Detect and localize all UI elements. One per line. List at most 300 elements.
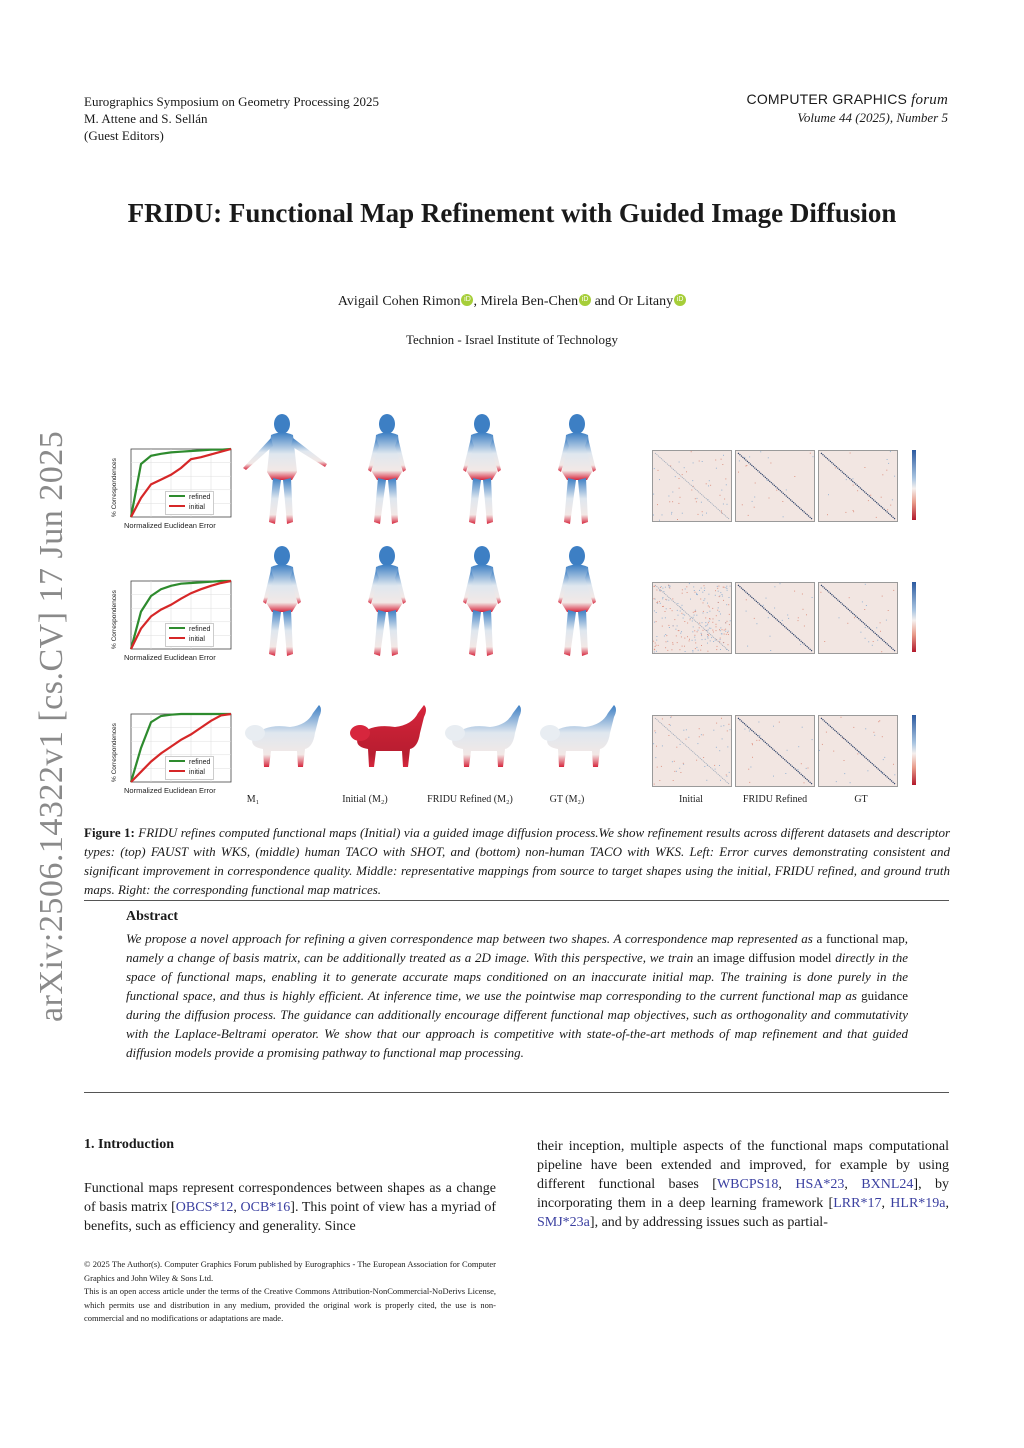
matrix-noise — [893, 590, 894, 591]
matrix-noise — [677, 603, 678, 604]
matrix-noise — [773, 776, 774, 777]
human-shape-render — [235, 410, 330, 530]
matrix-noise — [839, 617, 840, 618]
matrix-noise — [672, 492, 673, 493]
intro-text: their inception, multiple aspects of the functional maps computational pipeline have been extended and improved, for example by using different functional bases [ — [537, 1139, 949, 1192]
plot-xlabel: Normalized Euclidean Error — [124, 653, 216, 662]
teaser-figure — [105, 405, 935, 815]
matrix-noise — [738, 472, 739, 473]
matrix-noise — [709, 611, 710, 612]
matrix-label: FRIDU Refined — [742, 794, 808, 805]
legend-label: initial — [189, 504, 205, 511]
matrix-noise — [865, 638, 866, 639]
human-shape-render — [340, 410, 435, 530]
matrix-noise — [802, 727, 803, 728]
matrix-noise — [722, 464, 723, 465]
matrix-noise — [703, 611, 704, 612]
matrix-noise — [749, 456, 750, 457]
matrix-noise — [662, 606, 663, 607]
animal-shape-render — [530, 675, 625, 795]
matrix-noise — [666, 635, 667, 636]
matrix-noise — [722, 738, 723, 739]
matrix-noise — [836, 781, 837, 782]
matrix-noise — [686, 586, 687, 587]
matrix-noise — [768, 457, 769, 458]
matrix-noise — [779, 722, 780, 723]
matrix-noise — [704, 590, 705, 591]
matrix-noise — [812, 739, 813, 740]
matrix-noise — [794, 476, 795, 477]
matrix-noise — [754, 497, 755, 498]
citation-link[interactable]: OCB*16 — [240, 1200, 291, 1215]
matrix-noise — [878, 721, 879, 722]
matrix-noise — [798, 746, 799, 747]
author-3: Or Litany — [618, 294, 674, 309]
matrix-noise — [702, 515, 703, 516]
matrix-noise — [729, 772, 730, 773]
shape-head — [569, 414, 585, 434]
matrix-noise — [774, 608, 775, 609]
matrix-noise — [702, 639, 703, 640]
matrix-noise — [722, 633, 723, 634]
citation-link[interactable]: HLR*19a — [890, 1196, 946, 1211]
matrix-noise — [678, 615, 679, 616]
functional-map-matrix — [735, 450, 815, 522]
citation-link[interactable]: WBCPS18 — [716, 1177, 779, 1192]
matrix-noise — [730, 620, 731, 621]
legend-swatch — [169, 627, 185, 629]
matrix-noise — [657, 602, 658, 603]
matrix-noise — [730, 729, 731, 730]
matrix-noise — [676, 635, 677, 636]
matrix-noise — [704, 585, 705, 586]
matrix-noise — [892, 499, 893, 500]
matrix-noise — [708, 605, 709, 606]
matrix-noise — [720, 630, 721, 631]
matrix-noise — [754, 618, 755, 619]
matrix-noise — [894, 476, 895, 477]
matrix-noise — [693, 586, 694, 587]
matrix-noise — [755, 483, 756, 484]
matrix-noise — [774, 586, 775, 587]
matrix-noise — [699, 736, 700, 737]
matrix-noise — [699, 461, 700, 462]
matrix-noise — [672, 761, 673, 762]
matrix-noise — [705, 617, 706, 618]
matrix-noise — [873, 732, 874, 733]
matrix-noise — [744, 457, 745, 458]
matrix-noise — [715, 460, 716, 461]
matrix-noise — [682, 589, 683, 590]
shape-head — [445, 725, 465, 741]
matrix-noise — [702, 511, 703, 512]
matrix-noise — [773, 726, 774, 727]
matrix-noise — [716, 624, 717, 625]
intro-text: , — [881, 1196, 891, 1211]
matrix-noise — [739, 460, 740, 461]
matrix-noise — [659, 479, 660, 480]
matrix-noise — [665, 599, 666, 600]
citation-link[interactable]: HSA*23 — [795, 1177, 845, 1192]
matrix-noise — [760, 451, 761, 452]
matrix-noise — [890, 505, 891, 506]
matrix-noise — [697, 743, 698, 744]
matrix-noise — [673, 625, 674, 626]
section-heading-introduction: 1. Introduction — [84, 1137, 174, 1152]
matrix-noise — [724, 630, 725, 631]
animal-shape-render — [435, 675, 530, 795]
matrix-diagonal — [655, 453, 729, 519]
matrix-noise — [709, 480, 710, 481]
matrix-noise — [806, 768, 807, 769]
matrix-noise — [683, 614, 684, 615]
matrix-noise — [702, 461, 703, 462]
matrix-noise — [669, 587, 670, 588]
matrix-noise — [680, 497, 681, 498]
citation-link[interactable]: BXNL24 — [861, 1177, 914, 1192]
matrix-noise — [728, 634, 729, 635]
matrix-noise — [776, 490, 777, 491]
matrix-noise — [890, 451, 891, 452]
matrix-noise — [716, 747, 717, 748]
matrix-noise — [695, 592, 696, 593]
matrix-noise — [852, 478, 853, 479]
plot-ylabel: % Correspondences — [111, 723, 118, 782]
shape-label: FRIDU Refined (M₂) — [427, 794, 513, 805]
matrix-noise — [886, 620, 887, 621]
human-shape-render — [340, 542, 435, 662]
shape-leg — [269, 610, 281, 656]
matrix-noise — [683, 764, 684, 765]
matrix-noise — [670, 717, 671, 718]
matrix-noise — [700, 599, 701, 600]
matrix-noise — [719, 629, 720, 630]
matrix-noise — [693, 612, 694, 613]
matrix-noise — [758, 722, 759, 723]
matrix-noise — [882, 596, 883, 597]
matrix-noise — [707, 643, 708, 644]
matrix-noise — [719, 596, 720, 597]
matrix-noise — [665, 647, 666, 648]
matrix-noise — [672, 610, 673, 611]
editors: M. Attene and S. Sellán — [84, 111, 208, 126]
matrix-noise — [707, 612, 708, 613]
legend-entry-refined — [169, 758, 210, 768]
matrix-noise — [877, 640, 878, 641]
matrix-noise — [723, 455, 724, 456]
matrix-noise — [782, 620, 783, 621]
matrix-noise — [670, 608, 671, 609]
legend-swatch — [169, 495, 185, 497]
matrix-noise — [662, 718, 663, 719]
matrix-noise — [695, 642, 696, 643]
matrix-noise — [696, 615, 697, 616]
shape-leg — [283, 478, 293, 524]
matrix-noise — [850, 453, 851, 454]
matrix-noise — [656, 636, 657, 637]
matrix-noise — [655, 599, 656, 600]
matrix-noise — [681, 613, 682, 614]
matrix-noise — [700, 650, 701, 651]
matrix-noise — [706, 780, 707, 781]
matrix-noise — [726, 634, 727, 635]
matrix-noise — [865, 627, 866, 628]
matrix-noise — [713, 632, 714, 633]
matrix-noise — [785, 773, 786, 774]
functional-map-matrix — [652, 715, 732, 787]
matrix-noise — [726, 586, 727, 587]
matrix-noise — [853, 511, 854, 512]
matrix-noise — [719, 611, 720, 612]
matrix-noise — [705, 626, 706, 627]
matrix-noise — [746, 465, 747, 466]
matrix-noise — [654, 730, 655, 731]
matrix-noise — [726, 774, 727, 775]
intro-text: , — [233, 1200, 241, 1215]
matrix-noise — [748, 769, 749, 770]
matrix-noise — [865, 584, 866, 585]
matrix-noise — [706, 625, 707, 626]
plot-legend — [165, 491, 214, 515]
matrix-noise — [759, 735, 760, 736]
matrix-noise — [693, 617, 694, 618]
matrix-noise — [653, 641, 654, 642]
footer-license: This is an open access article under the terms of the Creative Commons Attribution-NonCommercial-NoDerivs License, which permits use and distribution in any medium, provided the original work is properly cited, the use is non-commercial and no modifications or adaptations are made. — [84, 1286, 496, 1323]
matrix-noise — [684, 621, 685, 622]
matrix-noise — [763, 605, 764, 606]
matrix-noise — [703, 630, 704, 631]
matrix-noise — [745, 466, 746, 467]
citation-link[interactable]: SMJ*23a — [537, 1215, 590, 1230]
shape-leg — [374, 478, 386, 524]
matrix-noise — [660, 587, 661, 588]
shape-leg — [578, 610, 588, 656]
matrix-noise — [752, 757, 753, 758]
matrix-noise — [694, 630, 695, 631]
matrix-noise — [708, 594, 709, 595]
matrix-noise — [695, 610, 696, 611]
matrix-noise — [723, 504, 724, 505]
shape-leg — [564, 610, 576, 656]
matrix-noise — [812, 597, 813, 598]
matrix-noise — [826, 732, 827, 733]
abstract-bottom-rule — [84, 1092, 949, 1093]
legend-entry-refined — [169, 625, 210, 635]
author-1: Avigail Cohen Rimon — [337, 294, 461, 309]
matrix-noise — [696, 760, 697, 761]
abstract-part: an image diffusion model — [697, 950, 832, 965]
matrix-noise — [657, 767, 658, 768]
matrix-noise — [718, 586, 719, 587]
matrix-diagonal — [821, 585, 895, 651]
matrix-noise — [749, 782, 750, 783]
abstract-part: , namely a change of basis matrix, can be additionally treated as a 2D image. With this perspective, we train — [126, 931, 908, 965]
legend-label: refined — [189, 626, 211, 633]
matrix-noise — [677, 610, 678, 611]
matrix-noise — [894, 774, 895, 775]
matrix-noise — [691, 490, 692, 491]
matrix-noise — [703, 600, 704, 601]
matrix-noise — [690, 619, 691, 620]
matrix-noise — [653, 743, 654, 744]
matrix-noise — [653, 515, 654, 516]
matrix-noise — [720, 592, 721, 593]
matrix-noise — [721, 510, 722, 511]
matrix-noise — [729, 597, 730, 598]
matrix-noise — [727, 590, 728, 591]
matrix-noise — [729, 624, 730, 625]
matrix-noise — [683, 730, 684, 731]
caption-text: FRIDU refines computed functional maps (Initial) via a guided image diffusion process.We show refinement results across different datasets and descriptor types: (top) FAUST with WKS, (middle) human TACO with SHOT, and (bottom) non-human TACO with WKS. Left: Error curves demonstrating consistent and significant improvement in correspondence quality. Middle: representative mappings from source to target shapes using the initial, FRIDU refined, and ground truth maps. Right: the corresponding functional map matrices. — [84, 825, 951, 897]
abstract-part: a functional map — [816, 931, 905, 946]
matrix-noise — [709, 607, 710, 608]
legend-entry-refined — [169, 493, 210, 503]
matrix-noise — [860, 632, 861, 633]
matrix-noise — [720, 627, 721, 628]
citation-link[interactable]: OBCS*12 — [175, 1200, 234, 1215]
matrix-noise — [694, 615, 695, 616]
matrix-noise — [810, 453, 811, 454]
shape-leg — [564, 478, 576, 524]
matrix-noise — [770, 463, 771, 464]
matrix-noise — [721, 726, 722, 727]
matrix-noise — [884, 757, 885, 758]
citation-link[interactable]: LRR*17 — [833, 1196, 882, 1211]
matrix-noise — [709, 621, 710, 622]
matrix-noise — [691, 451, 692, 452]
matrix-noise — [708, 638, 709, 639]
matrix-noise — [720, 649, 721, 650]
matrix-noise — [703, 734, 704, 735]
matrix-noise — [715, 590, 716, 591]
animal-shape-render — [340, 675, 435, 795]
matrix-noise — [695, 648, 696, 649]
matrix-noise — [719, 620, 720, 621]
matrix-noise — [703, 757, 704, 758]
matrix-noise — [844, 773, 845, 774]
journal-name — [747, 91, 948, 109]
author-separator-2: and — [591, 294, 619, 309]
shape-label: GT (M₂) — [549, 794, 585, 805]
matrix-noise — [706, 483, 707, 484]
matrix-noise — [718, 591, 719, 592]
matrix-noise — [683, 618, 684, 619]
intro-text: , — [844, 1177, 862, 1192]
matrix-noise — [701, 502, 702, 503]
matrix-noise — [673, 780, 674, 781]
matrix-noise — [701, 734, 702, 735]
matrix-noise — [684, 467, 685, 468]
plot-legend — [165, 756, 214, 780]
matrix-noise — [711, 637, 712, 638]
shape-leg — [374, 610, 386, 656]
matrix-noise — [887, 459, 888, 460]
orcid-icon[interactable]: iD — [461, 294, 473, 306]
matrix-noise — [720, 495, 721, 496]
matrix-noise — [708, 622, 709, 623]
matrix-noise — [679, 488, 680, 489]
matrix-noise — [768, 617, 769, 618]
legend-entry-initial — [169, 768, 210, 778]
matrix-noise — [678, 630, 679, 631]
matrix-noise — [798, 620, 799, 621]
matrix-noise — [727, 730, 728, 731]
matrix-noise — [701, 634, 702, 635]
matrix-noise — [693, 462, 694, 463]
matrix-noise — [667, 650, 668, 651]
matrix-noise — [718, 602, 719, 603]
matrix-noise — [693, 626, 694, 627]
arxiv-stamp[interactable]: arXiv:2506.14322v1 [cs.CV] 17 Jun 2025 — [33, 430, 70, 1022]
matrix-noise — [794, 591, 795, 592]
matrix-noise — [876, 517, 877, 518]
matrix-noise — [715, 640, 716, 641]
matrix-noise — [681, 636, 682, 637]
matrix-noise — [787, 615, 788, 616]
matrix-noise — [672, 501, 673, 502]
abstract-top-rule — [84, 900, 949, 901]
matrix-noise — [668, 600, 669, 601]
matrix-noise — [864, 609, 865, 610]
matrix-noise — [827, 514, 828, 515]
matrix-noise — [665, 634, 666, 635]
matrix-noise — [716, 723, 717, 724]
matrix-noise — [801, 763, 802, 764]
matrix-noise — [679, 462, 680, 463]
matrix-noise — [883, 759, 884, 760]
matrix-noise — [873, 641, 874, 642]
matrix-noise — [726, 484, 727, 485]
matrix-noise — [665, 617, 666, 618]
matrix-noise — [710, 485, 711, 486]
matrix-noise — [669, 724, 670, 725]
editors-role: (Guest Editors) — [84, 128, 164, 143]
matrix-noise — [754, 507, 755, 508]
functional-map-matrix — [652, 450, 732, 522]
matrix-noise — [719, 641, 720, 642]
matrix-noise — [868, 641, 869, 642]
matrix-noise — [704, 766, 705, 767]
matrix-noise — [824, 641, 825, 642]
matrix-noise — [656, 645, 657, 646]
matrix-noise — [698, 514, 699, 515]
matrix-noise — [696, 593, 697, 594]
orcid-icon[interactable]: iD — [579, 294, 591, 306]
matrix-noise — [886, 470, 887, 471]
matrix-noise — [769, 498, 770, 499]
matrix-noise — [692, 651, 693, 652]
legend-label: initial — [189, 636, 205, 643]
matrix-noise — [684, 646, 685, 647]
matrix-noise — [689, 583, 690, 584]
matrix-noise — [712, 630, 713, 631]
matrix-noise — [698, 650, 699, 651]
matrix-noise — [719, 765, 720, 766]
shape-head — [379, 546, 395, 566]
matrix-noise — [720, 614, 721, 615]
shape-head — [350, 725, 370, 741]
matrix-noise — [798, 617, 799, 618]
functional-map-matrix — [818, 582, 898, 654]
matrix-noise — [870, 495, 871, 496]
matrix-noise — [689, 640, 690, 641]
matrix-noise — [702, 622, 703, 623]
intro-text: ]. This point of view has a myriad of benefits, such as efficiency and generality. Since — [84, 1200, 497, 1234]
matrix-noise — [822, 744, 823, 745]
orcid-icon[interactable]: iD — [674, 294, 686, 306]
functional-map-matrix — [818, 715, 898, 787]
matrix-noise — [766, 598, 767, 599]
